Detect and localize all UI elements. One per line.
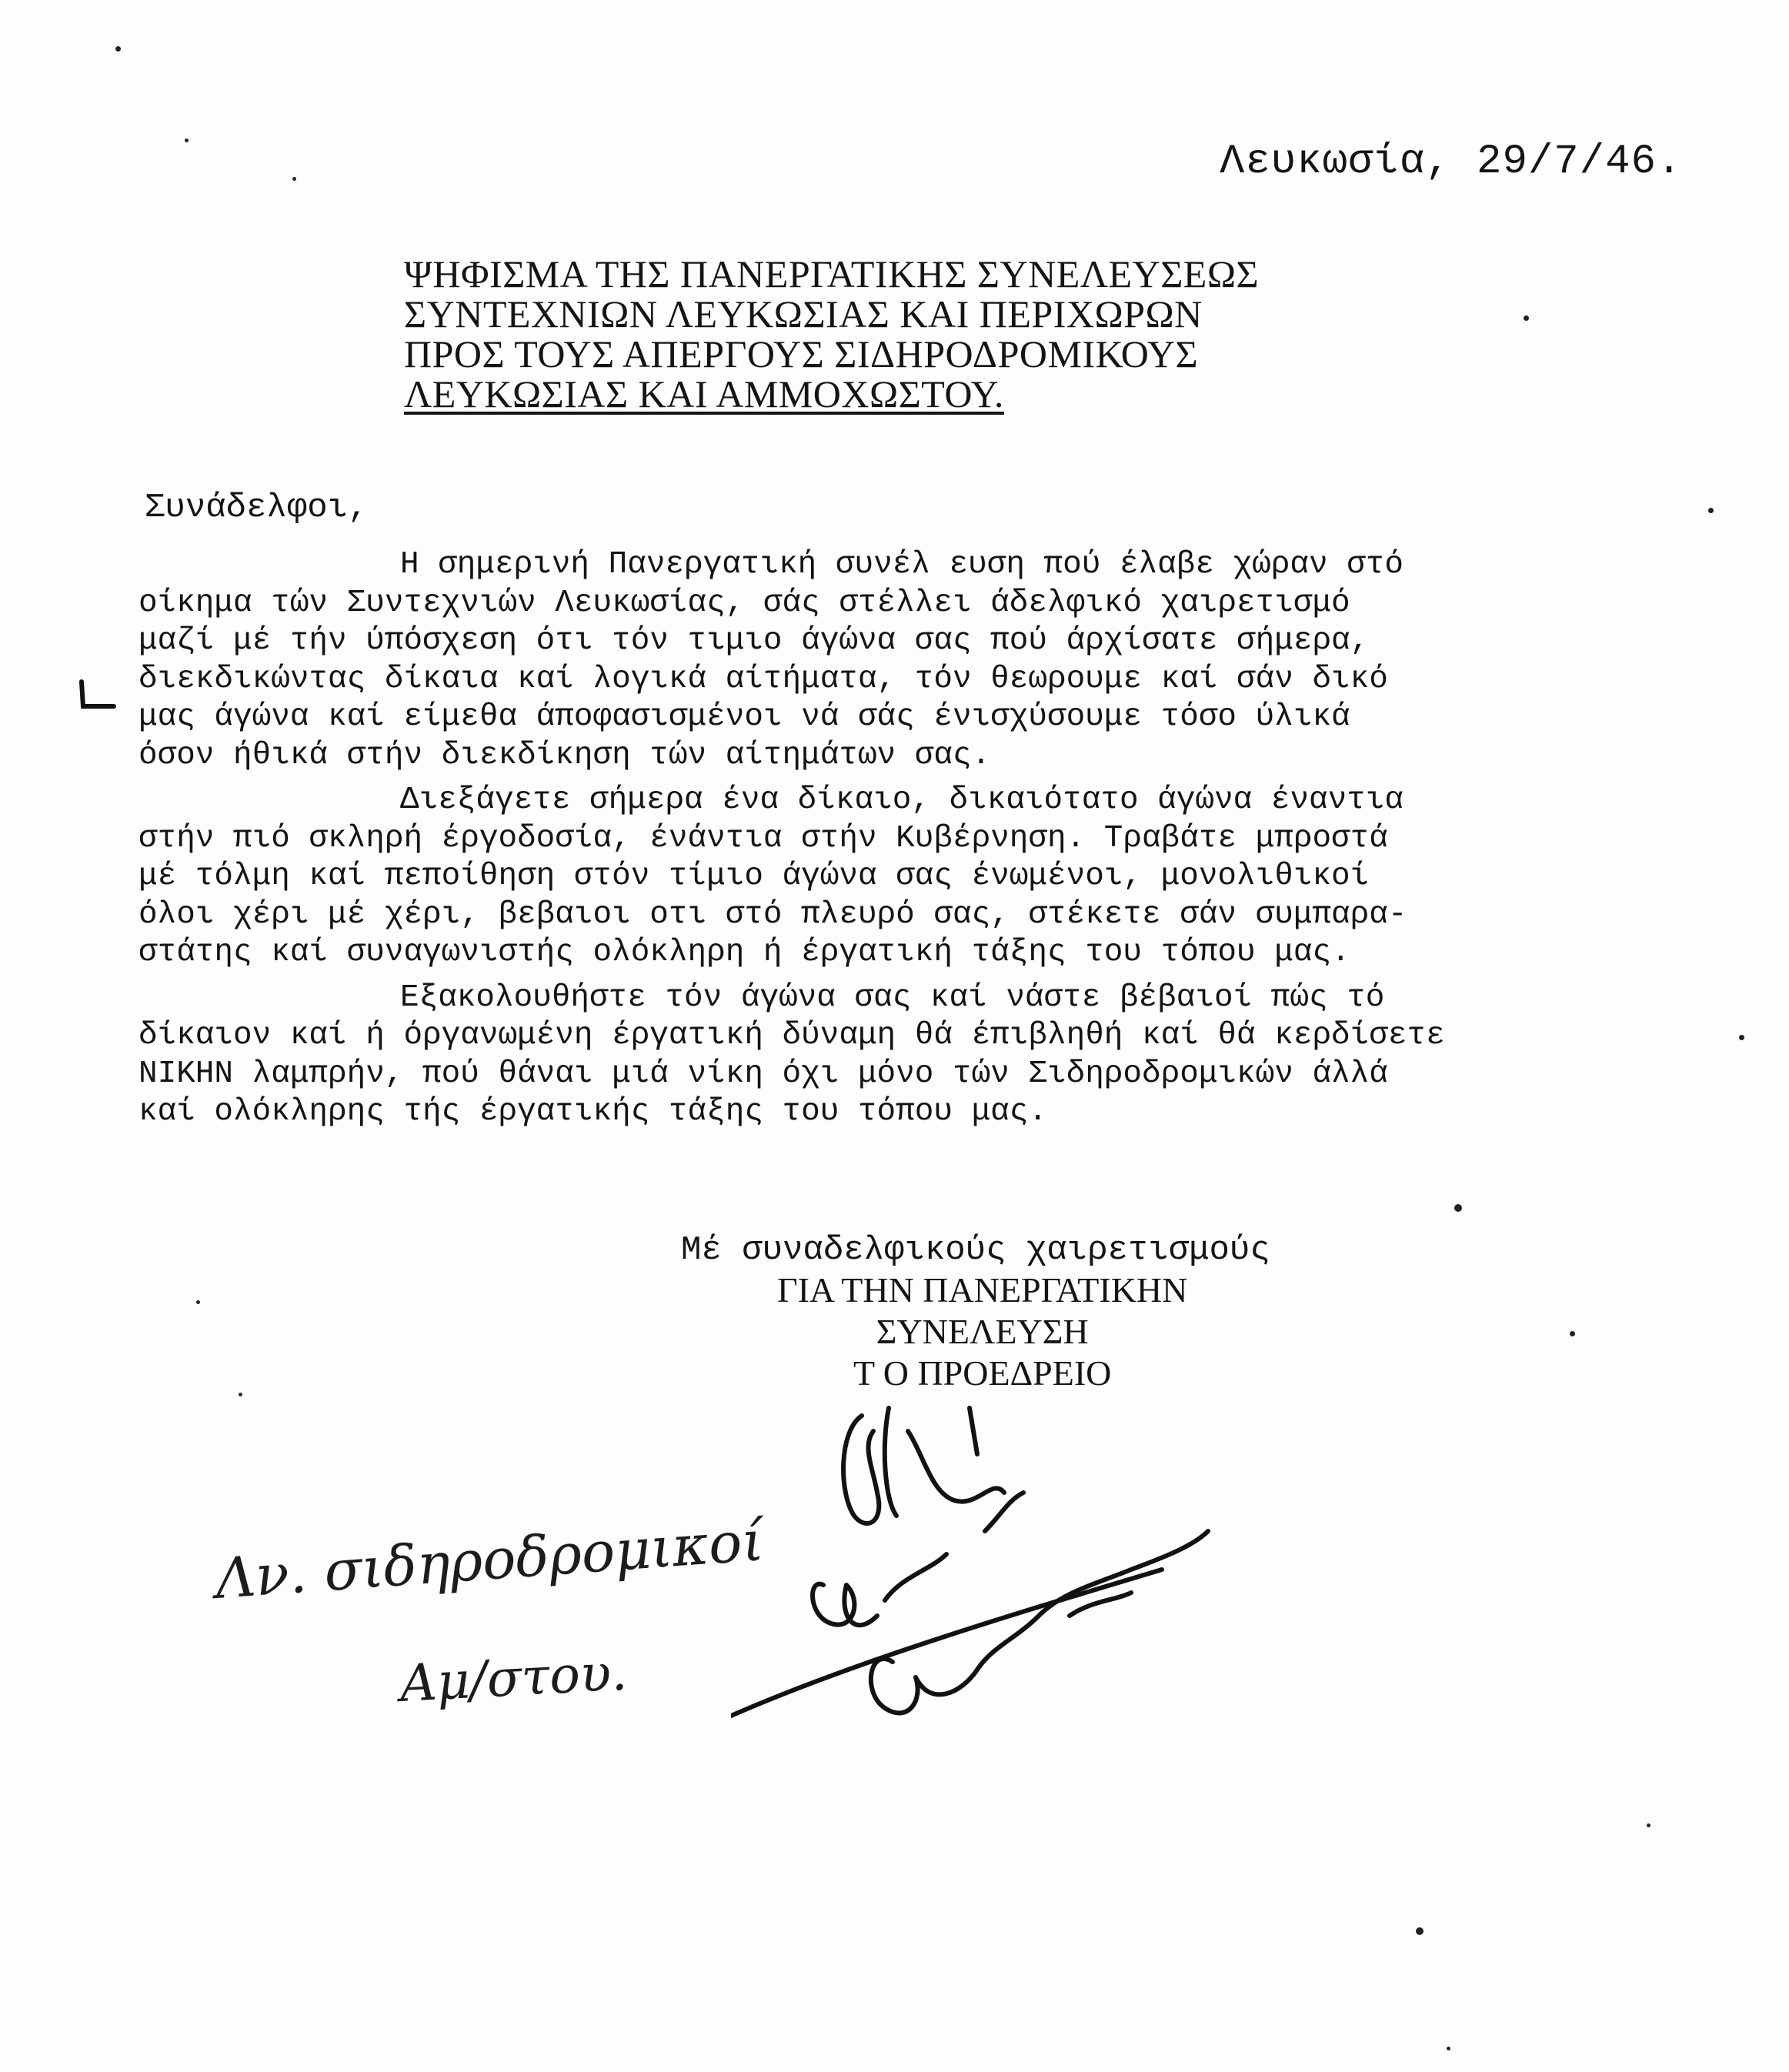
body-line: οίκημα τών Συντεχνιών Λευκωσίας, σάς στέλλει άδελφικό χαιρετισμό [139, 585, 1350, 621]
scan-speck [239, 1393, 242, 1396]
body-line: στάτης καί συναγωνιστής ολόκληρη ή έργατική τάξης του τόπου μας. [139, 935, 1350, 970]
scan-speck [185, 138, 189, 142]
scan-speck [1454, 1204, 1462, 1212]
body-line: Εξακολουθήστε τόν άγώνα σας καί νάστε βέβαιοί πώς τό [400, 979, 1385, 1016]
scan-speck [1524, 315, 1529, 321]
body-line: όσον ήθικά στήν διεκδίκηση τών αίτημάτων σας. [139, 737, 991, 773]
signature-line: ΓΙΑ ΤΗΝ ΠΑΝΕΡΓΑΤΙΚΗΝ [777, 1270, 1188, 1310]
margin-mark-icon [68, 676, 122, 729]
body-line: μας άγώνα καί είμεθα άποφασισμένοι νά σάς ένισχύσουμε τόσο ύλικά [139, 699, 1350, 735]
scan-speck [196, 1300, 200, 1304]
heading-line: ΨΗΦΙΣΜΑ ΤΗΣ ΠΑΝΕΡΓΑΤΙΚΗΣ ΣΥΝΕΛΕΥΣΕΩΣ [404, 252, 1260, 295]
scan-speck [1739, 1035, 1744, 1040]
handwritten-note-line: Αμ/στου. [398, 1642, 629, 1713]
paragraph [139, 782, 1739, 973]
body-line: Διεξάγετε σήμερα ένα δίκαιο, δικαιότατο άγώνα έναντια [400, 782, 1404, 818]
body-line: δίκαιον καί ή όργανωμένη έργατική δύναμη θά έπιβληθή καί θά κερδίσετε [139, 1018, 1445, 1053]
body-line: καί ολόκληρης τής έργατικής τάξης του τόπου μας. [139, 1094, 1047, 1129]
body-line: Η σημερινή Πανεργατική συνέλ ευση πού έλαβε χώραν στό [400, 547, 1404, 582]
signature-line: ΣΥΝΕΛΕΥΣΗ [876, 1312, 1089, 1351]
resolution-heading [404, 254, 1259, 414]
paragraph [139, 979, 1739, 1132]
heading-line: ΣΥΝΤΕΧΝΙΩΝ ΛΕΥΚΩΣΙΑΣ ΚΑΙ ΠΕΡΙΧΩΡΩΝ [404, 292, 1203, 335]
handwritten-note-line: Λν. σιδηροδρομικοί [213, 1508, 766, 1611]
body-line: στήν πιό σκληρή έργοδοσία, ένάντια στήν Κυβέρνηση. Τραβάτε μπροστά [139, 820, 1388, 856]
signature-line: Τ Ο ΠΡΟΕΔΡΕΙΟ [853, 1353, 1112, 1393]
scan-speck [1647, 1823, 1650, 1827]
letter-body [139, 546, 1739, 1139]
body-line: μαζί μέ τήν ύπόσχεση ότι τόν τιμιο άγώνα σας πού άρχίσατε σήμερα, [139, 623, 1370, 659]
signature-block [777, 1270, 1187, 1394]
handwritten-signatures-icon [731, 1385, 1270, 1739]
scan-speck [1570, 1331, 1575, 1336]
scan-speck [1447, 2047, 1450, 2050]
scan-speck [1708, 508, 1714, 513]
scan-speck [1416, 1927, 1424, 1935]
paragraph [139, 546, 1739, 775]
body-line: ΝΙΚΗΝ λαμπρήν, πού θάναι μιά νίκη όχι μόνο τών Σιδηροδρομικών άλλά [139, 1056, 1388, 1092]
letter-date: Λευκωσία, 29/7/46. [1220, 138, 1683, 185]
scan-speck [115, 46, 121, 52]
closing-greeting: Μέ συναδελφικούς χαιρετισμούς [681, 1231, 1270, 1270]
salutation: Συνάδελφοι, [145, 489, 369, 527]
body-line: μέ τόλμη καί πεποίθηση στόν τίμιο άγώνα σας ένωμένοι, μονολιθικοί [139, 859, 1370, 894]
scan-speck [292, 177, 296, 181]
body-line: διεκδικώντας δίκαια καί λογικά αίτήματα, τόν θεωρουμε καί σάν δικό [139, 661, 1388, 697]
heading-line: ΛΕΥΚΩΣΙΑΣ ΚΑΙ ΑΜΜΟΧΩΣΤΟΥ. [404, 372, 1004, 415]
body-line: όλοι χέρι μέ χέρι, βεβαιοι οτι στό πλευρό σας, στέκετε σάν συμπαρα- [139, 896, 1407, 933]
heading-line: ΠΡΟΣ ΤΟΥΣ ΑΠΕΡΓΟΥΣ ΣΙΔΗΡΟΔΡΟΜΙΚΟΥΣ [404, 332, 1199, 375]
